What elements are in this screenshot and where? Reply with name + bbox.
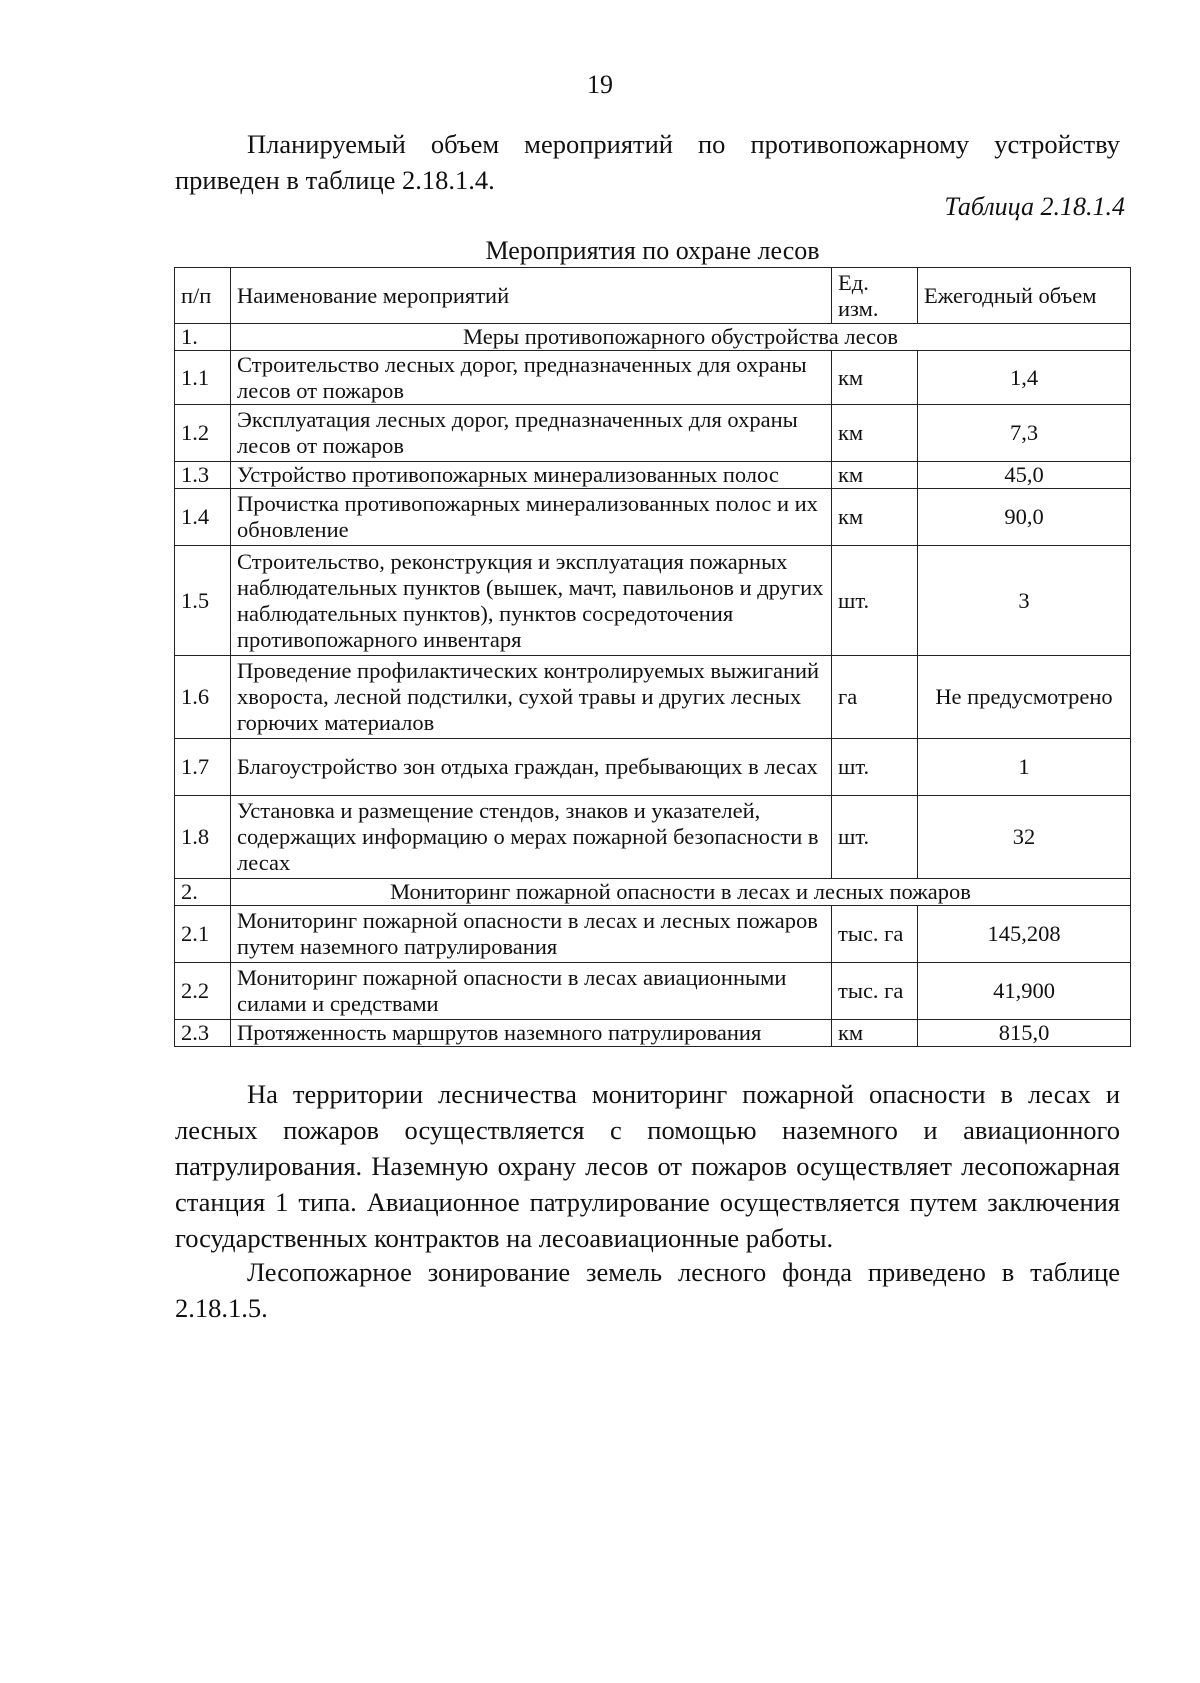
row-volume: Не предусмотрено xyxy=(918,656,1131,739)
row-unit: тыс. га xyxy=(832,963,918,1020)
monitoring-paragraph: На территории лесничества мониторинг пожарной опасности в лесах и лесных пожаров осуществляется с помощью наземного и авиационного патрулирования. Наземную охрану лесов от пожаров осуществляет лесопожарная станция 1 типа. Авиационное патрулирование осуществляется путем заключения государственных контрактов на лесоавиационные работы. xyxy=(175,1079,1120,1253)
table-row xyxy=(175,739,1131,796)
table-row xyxy=(175,462,1131,489)
row-num: 2.3 xyxy=(175,1020,231,1047)
row-name: Мониторинг пожарной опасности в лесах и лесных пожаров путем наземного патрулирования xyxy=(231,906,832,963)
row-num: 1.3 xyxy=(175,462,231,489)
row-unit: шт. xyxy=(832,796,918,879)
table-row xyxy=(175,489,1131,546)
row-volume: 815,0 xyxy=(918,1020,1131,1047)
row-name: Проведение профилактических контролируемых выжиганий хвороста, лесной подстилки, сухой травы и других лесных горючих материалов xyxy=(231,656,832,739)
intro-paragraph: Планируемый объем мероприятий по противопожарному устройству приведен в таблице 2.18.1.4. xyxy=(175,129,1120,195)
table-header-row xyxy=(175,268,1131,324)
row-unit: шт. xyxy=(832,739,918,796)
section-num: 2. xyxy=(175,879,231,906)
table-row xyxy=(175,1020,1131,1047)
row-unit: км xyxy=(832,1020,918,1047)
row-num: 1.6 xyxy=(175,656,231,739)
row-num: 1.5 xyxy=(175,546,231,656)
row-volume: 45,0 xyxy=(918,462,1131,489)
row-volume: 7,3 xyxy=(918,405,1131,462)
header-volume: Ежегодный объем xyxy=(918,268,1131,324)
row-num: 1.2 xyxy=(175,405,231,462)
measures-table xyxy=(174,267,1131,1047)
section-row xyxy=(175,879,1131,906)
page-number: 19 xyxy=(587,70,613,99)
table-row xyxy=(175,906,1131,963)
row-volume: 32 xyxy=(918,796,1131,879)
row-unit: км xyxy=(832,489,918,546)
row-name: Строительство лесных дорог, предназначенных для охраны лесов от пожаров xyxy=(231,351,832,405)
row-volume: 1,4 xyxy=(918,351,1131,405)
table-row xyxy=(175,546,1131,656)
zoning-paragraph: Лесопожарное зонирование земель лесного фонда приведено в таблице 2.18.1.5. xyxy=(175,1257,1120,1323)
row-name: Устройство противопожарных минерализованных полос xyxy=(231,462,832,489)
section-row xyxy=(175,324,1131,351)
row-num: 1.8 xyxy=(175,796,231,879)
row-unit: км xyxy=(832,462,918,489)
row-name: Протяженность маршрутов наземного патрулирования xyxy=(231,1020,832,1047)
row-num: 2.1 xyxy=(175,906,231,963)
header-name: Наименование мероприятий xyxy=(231,268,832,324)
row-volume: 41,900 xyxy=(918,963,1131,1020)
section-num: 1. xyxy=(175,324,231,351)
row-num: 1.7 xyxy=(175,739,231,796)
row-unit: км xyxy=(832,405,918,462)
row-name: Благоустройство зон отдыха граждан, пребывающих в лесах xyxy=(231,739,832,796)
header-unit: Ед. изм. xyxy=(832,268,918,324)
row-num: 2.2 xyxy=(175,963,231,1020)
table-row xyxy=(175,405,1131,462)
table-row xyxy=(175,351,1131,405)
row-unit: км xyxy=(832,351,918,405)
table-row xyxy=(175,656,1131,739)
row-name: Прочистка противопожарных минерализованных полос и их обновление xyxy=(231,489,832,546)
table-label: Таблица 2.18.1.4 xyxy=(944,192,1125,221)
table-row xyxy=(175,796,1131,879)
section-title: Мониторинг пожарной опасности в лесах и лесных пожаров xyxy=(231,879,1131,906)
row-unit: шт. xyxy=(832,546,918,656)
row-unit: тыс. га xyxy=(832,906,918,963)
table-title: Мероприятия по охране лесов xyxy=(485,236,820,265)
row-volume: 3 xyxy=(918,546,1131,656)
row-name: Установка и размещение стендов, знаков и указателей, содержащих информацию о мерах пожарной безопасности в лесах xyxy=(231,796,832,879)
row-unit: га xyxy=(832,656,918,739)
row-volume: 90,0 xyxy=(918,489,1131,546)
row-volume: 1 xyxy=(918,739,1131,796)
row-num: 1.1 xyxy=(175,351,231,405)
row-name: Эксплуатация лесных дорог, предназначенных для охраны лесов от пожаров xyxy=(231,405,832,462)
table-row xyxy=(175,963,1131,1020)
header-num: п/п xyxy=(175,268,231,324)
row-name: Мониторинг пожарной опасности в лесах авиационными силами и средствами xyxy=(231,963,832,1020)
row-volume: 145,208 xyxy=(918,906,1131,963)
row-name: Строительство, реконструкция и эксплуатация пожарных наблюдательных пунктов (вышек, мачт, павильонов и других наблюдательных пунктов), пунктов сосредоточения противопожарного инвентаря xyxy=(231,546,832,656)
section-title: Меры противопожарного обустройства лесов xyxy=(231,324,1131,351)
row-num: 1.4 xyxy=(175,489,231,546)
